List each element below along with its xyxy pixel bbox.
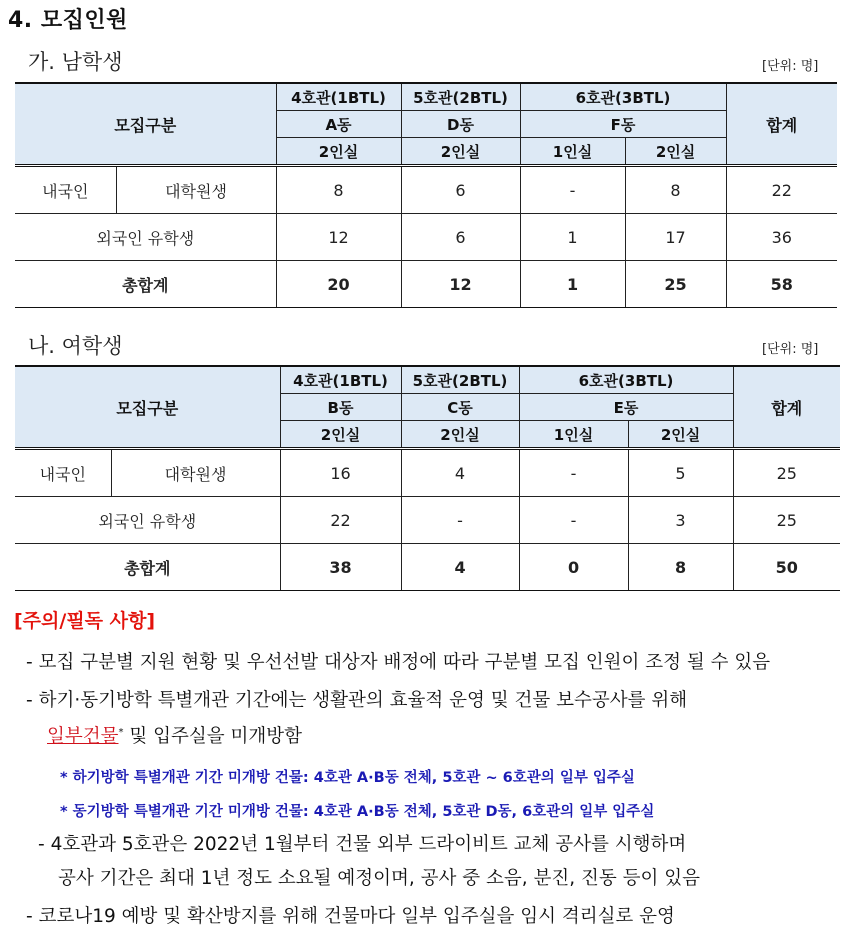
- cell-value: 12: [276, 214, 401, 261]
- cell-value: 17: [625, 214, 726, 261]
- cell-total: 25: [733, 497, 840, 544]
- cell-value: -: [519, 497, 628, 544]
- row-label: 대학원생: [111, 449, 280, 497]
- header-wing-e: E동: [519, 394, 733, 421]
- subnote-summer: * 하기방학 특별개관 기간 미개방 건물: 4호관 A·B동 전체, 5호관 ~ 6호관의 일부 입주실: [60, 770, 635, 786]
- subtitle-female: 나. 여학생: [28, 334, 123, 358]
- header-wing-a: A동: [276, 111, 401, 138]
- cell-value: -: [519, 449, 628, 497]
- cell-value: 1: [520, 261, 625, 308]
- bullet: -: [26, 652, 33, 673]
- cell-value: 22: [280, 497, 401, 544]
- cell-total: 36: [726, 214, 837, 261]
- bullet: -: [26, 906, 33, 927]
- header-total: 합계: [726, 83, 837, 166]
- table-row: [15, 214, 837, 261]
- note-item: [26, 648, 770, 674]
- row-label: 대학원생: [116, 166, 276, 214]
- cell-value: 8: [625, 166, 726, 214]
- header-room-type: 2인실: [401, 421, 519, 449]
- unit-label-female: [단위: 명]: [762, 342, 819, 357]
- header-building-6: 6호관(3BTL): [519, 366, 733, 394]
- table-row: [15, 449, 840, 497]
- note-text: 모집 구분별 지원 현황 및 우선선발 대상자 배정에 따라 구분별 모집 인원이 조정 될 수 있음: [38, 652, 771, 673]
- cell-value: 6: [401, 214, 520, 261]
- header-room-type: 1인실: [520, 138, 625, 166]
- header-total: 합계: [733, 366, 840, 449]
- header-wing-c: C동: [401, 394, 519, 421]
- header-building-4: 4호관(1BTL): [280, 366, 401, 394]
- subnote-winter: * 동기방학 특별개관 기간 미개방 건물: 4호관 A·B동 전체, 5호관 D동, 6호관의 일부 입주실: [60, 804, 655, 820]
- header-category: 모집구분: [15, 366, 280, 449]
- header-building-5: 5호관(2BTL): [401, 83, 520, 111]
- note-text: 코로나19 예방 및 확산방지를 위해 건물마다 일부 입주실을 임시 격리실로 운영: [38, 906, 675, 927]
- note-item: [38, 830, 686, 856]
- table-row: [15, 166, 837, 214]
- table-row-grand-total: [15, 261, 837, 308]
- section-title: 4. 모집인원: [8, 8, 128, 33]
- row-group: 내국인: [15, 166, 116, 214]
- header-wing-b: B동: [280, 394, 401, 421]
- cell-value: 20: [276, 261, 401, 308]
- cell-value: 4: [401, 544, 519, 591]
- note-item-continuation: [47, 722, 302, 748]
- table-row: [15, 497, 840, 544]
- some-buildings-link[interactable]: 일부건물: [47, 726, 119, 747]
- bullet: -: [38, 834, 45, 855]
- header-room-type: 2인실: [280, 421, 401, 449]
- row-label: 외국인 유학생: [15, 497, 280, 544]
- cell-value: 1: [520, 214, 625, 261]
- male-recruitment-table: [15, 82, 837, 308]
- cell-value: 16: [280, 449, 401, 497]
- cell-value: -: [401, 497, 519, 544]
- header-building-4: 4호관(1BTL): [276, 83, 401, 111]
- cell-value: 3: [628, 497, 733, 544]
- cell-value: -: [520, 166, 625, 214]
- row-label: 총합계: [15, 261, 276, 308]
- female-recruitment-table: [15, 365, 840, 591]
- cell-value: 8: [276, 166, 401, 214]
- subtitle-male: 가. 남학생: [28, 50, 123, 74]
- note-item: [26, 686, 687, 712]
- header-room-type: 1인실: [519, 421, 628, 449]
- row-label: 총합계: [15, 544, 280, 591]
- footnote-marker: *: [118, 726, 124, 738]
- note-text: 4호관과 5호관은 2022년 1월부터 건물 외부 드라이비트 교체 공사를 시행하며: [50, 834, 687, 855]
- cell-value: 8: [628, 544, 733, 591]
- note-text: 공사 기간은 최대 1년 정도 소요될 예정이며, 공사 중 소음, 분진, 진동 등이 있음: [58, 868, 700, 889]
- cell-value: 25: [625, 261, 726, 308]
- note-text: 하기·동기방학 특별개관 기간에는 생활관의 효율적 운영 및 건물 보수공사를 위해: [38, 690, 688, 711]
- cell-value: 38: [280, 544, 401, 591]
- note-item-continuation: [58, 864, 700, 890]
- header-room-type: 2인실: [276, 138, 401, 166]
- row-label: 외국인 유학생: [15, 214, 276, 261]
- header-room-type: 2인실: [625, 138, 726, 166]
- cell-value: 12: [401, 261, 520, 308]
- cell-value: 0: [519, 544, 628, 591]
- unit-label-male: [단위: 명]: [762, 59, 819, 74]
- header-category: 모집구분: [15, 83, 276, 166]
- cell-total: 25: [733, 449, 840, 497]
- cell-total: 22: [726, 166, 837, 214]
- cell-value: 5: [628, 449, 733, 497]
- cell-total: 50: [733, 544, 840, 591]
- bullet: -: [26, 690, 33, 711]
- note-text: 및 입주실을 미개방함: [123, 726, 302, 747]
- cell-total: 58: [726, 261, 837, 308]
- header-room-type: 2인실: [628, 421, 733, 449]
- cell-value: 6: [401, 166, 520, 214]
- cell-value: 4: [401, 449, 519, 497]
- header-room-type: 2인실: [401, 138, 520, 166]
- table-row-grand-total: [15, 544, 840, 591]
- row-group: 내국인: [15, 449, 111, 497]
- notes-title: [주의/필독 사항]: [14, 610, 156, 632]
- header-wing-d: D동: [401, 111, 520, 138]
- header-building-5: 5호관(2BTL): [401, 366, 519, 394]
- note-item: [26, 902, 675, 928]
- header-wing-f: F동: [520, 111, 726, 138]
- header-building-6: 6호관(3BTL): [520, 83, 726, 111]
